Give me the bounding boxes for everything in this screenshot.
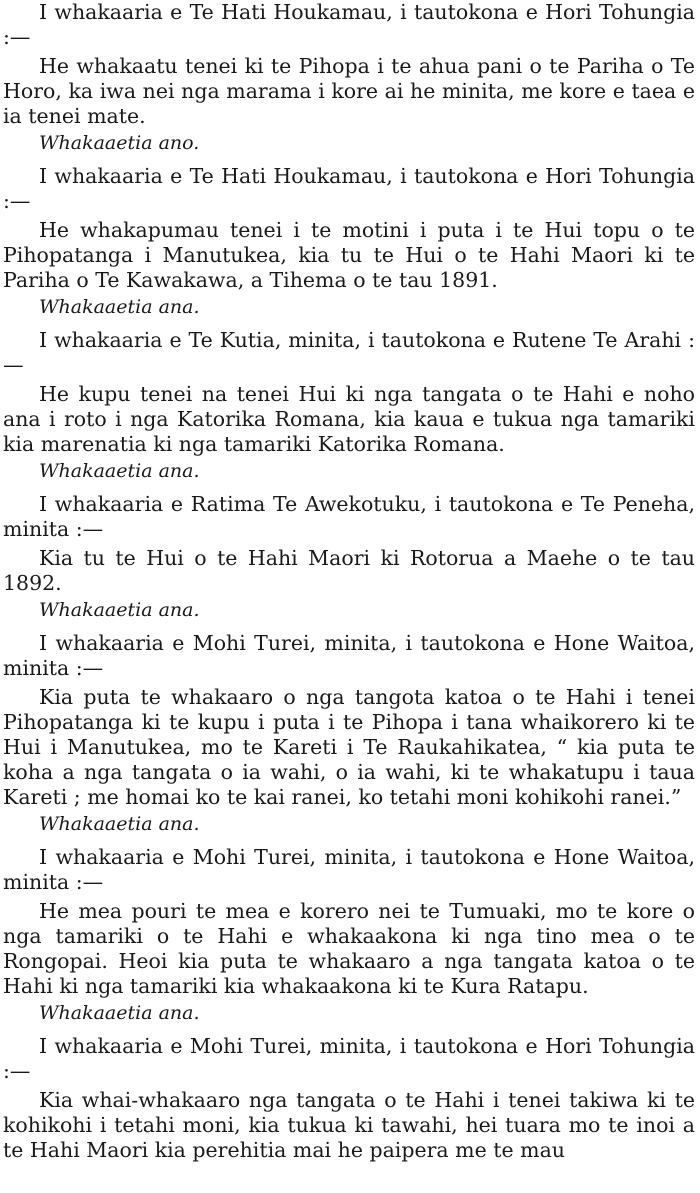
resolution-mover: I whakaaria e Te Hati Houkamau, i tautokona e Hori Tohungia :— [3, 164, 695, 213]
resolution-text: He kupu tenei na tenei Hui ki nga tangata o te Hahi e noho ana i roto i nga Katorika Romana, kia kaua e tukua nga tamariki kia marenatia ki nga tamariki Katorika Romana. [3, 382, 695, 456]
resolution-outcome: Whakaaetia ano. [39, 132, 200, 154]
resolution-text: He whakapumau tenei i te motini i puta i te Hui topu o te Pihopatanga i Manutukea, kia tu te Hui o te Hahi Maori ki te Pariha o Te Kawakawa, a Tihema o te tau 1891. [3, 218, 695, 292]
resolution-outcome: Whakaaetia ana. [39, 599, 200, 621]
resolution-outcome: Whakaaetia ana. [39, 1002, 200, 1024]
resolution-mover: I whakaaria e Mohi Turei, minita, i tautokona e Hone Waitoa, minita :— [3, 631, 695, 680]
resolution-text: He mea pouri te mea e korero nei te Tumuaki, mo te kore o nga tamariki o te Hahi e whakaakona ki nga tino mea o te Rongopai. Heoi kia puta te whakaaro a nga tangata katoa o te Hahi ki nga tamariki kia whakaakona ki te Kura Ratapu. [3, 899, 695, 998]
resolution-text: Kia whai-whakaaro nga tangata o te Hahi i tenei takiwa ki te kohikohi i tetahi moni, kia tukua ki tawahi, hei tuara mo te inoi a te Hahi Maori kia perehitia mai he paipera me te mau [3, 1088, 695, 1162]
resolution-6 [3, 845, 695, 1025]
resolution-mover: I whakaaria e Te Hati Houkamau, i tautokona e Hori Tohungia :— [3, 0, 695, 49]
resolution-mover: I whakaaria e Ratima Te Awekotuku, i tautokona e Te Peneha, minita :— [3, 492, 695, 541]
resolution-text: Kia tu te Hui o te Hahi Maori ki Rotorua a Maehe o te tau 1892. [3, 546, 695, 595]
resolution-outcome: Whakaaetia ana. [39, 813, 200, 835]
resolution-7 [3, 1034, 695, 1163]
resolution-1 [3, 0, 695, 155]
resolution-3 [3, 328, 695, 483]
resolution-5 [3, 631, 695, 836]
resolution-mover: I whakaaria e Mohi Turei, minita, i tautokona e Hori Tohungia :— [3, 1034, 695, 1083]
resolution-4 [3, 492, 695, 622]
resolution-outcome: Whakaaetia ana. [39, 460, 200, 482]
resolution-mover: I whakaaria e Te Kutia, minita, i tautokona e Rutene Te Arahi :— [3, 328, 695, 377]
resolution-text: Kia puta te whakaaro o nga tangota katoa o te Hahi i tenei Pihopatanga ki te kupu i puta i te Pihopa i tana whaikorero ki te Hui i Manutukea, mo te Kareti i Te Raukahikatea, “ kia puta te koha a nga tangata o ia wahi, o ia wahi, ki te whakatupu i taua Kareti ; me homai ko te kai ranei, ko tetahi moni kohikohi ranei.” [3, 685, 695, 809]
resolution-mover: I whakaaria e Mohi Turei, minita, i tautokona e Hone Waitoa, minita :— [3, 845, 695, 894]
resolution-2 [3, 164, 695, 319]
resolution-text: He whakaatu tenei ki te Pihopa i te ahua pani o te Pariha o Te Horo, ka iwa nei nga marama i kore ai he minita, me kore e taea e ia tenei mate. [3, 54, 695, 128]
resolution-outcome: Whakaaetia ana. [39, 296, 200, 318]
